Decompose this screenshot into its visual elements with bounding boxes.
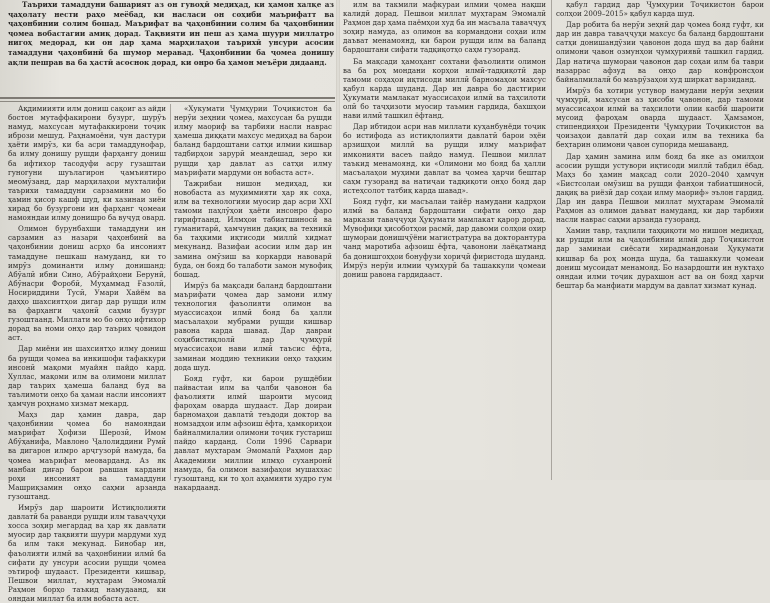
- column-divider: [170, 104, 171, 480]
- paragraph: Бояд гуфт, ки масъалаи тайёр намудани кадрҳои илмӣ ва баланд бардоштани сифати онҳо дар маркази таваҷҷуҳи Ҳукумати мамлакат қарор дорад. Мувофиқи ҳисоботҳои расмӣ, дар давоми солҳои охир шумораи донишҷӯёни магистратура ва докторантура чанд маротиба афзоиш ёфта, ҷавонони лаёқатманд ба донишгоҳҳои бонуфузи хориҷӣ фиристода шуданд. Имрӯз нерӯи илмии ҷумҳурӣ ба ташаккули ҷомеаи дониш равона гардидааст.: [343, 196, 546, 279]
- paragraph: «Хукумати Ҷумҳурии Тоҷикистон ба нерӯи зеҳнии ҷомеа, махсусан ба рушди илму маориф ва тарбияи насли наврас ҳамеша диққати махсус медиҳад ва барои баланд бардоштани сатҳи илмии кишвар тадбирҳои зарурӣ меандешад, зеро ки рушди ҳар давлат аз сатҳи илму маърифати мардуми он вобаста аст».: [174, 104, 332, 177]
- paragraph: илм ва такмили мафкураи илмии ҷомеа нақши калидӣ дорад. Пешвои миллат муҳтарам Эмомалӣ Раҳмон дар ҳама паёмҳои худ ба ин масъала таваҷҷуҳ зоҳир намуда, аз олимон ва кормандони соҳаи илм даъват менамоянд, ки барои рушди илм ва баланд бардоштани сифати тадқиқотҳо саҳм гузоранд.: [343, 0, 546, 55]
- paragraph: Ба мақсади ҳамоҳанг сохтани фаъолияти олимон ва ба роҳ мондани корҳои илмӣ-тадқиқотӣ дар тамоми соҳаҳои иқтисоди миллӣ барномаҳои махсус қабул карда шуданд. Дар ин давра бо дастгирии Ҳукумати мамлакат муассисаҳои илмӣ ва таҳсилоти олӣ бо таҷҳизоти муосир таъмин гардида, бахшҳои нави илмӣ ташкил ёфтанд.: [343, 56, 546, 121]
- column-divider: [551, 0, 552, 480]
- paragraph: Маҳз дар ҳамин давра, дар ҷаҳонбинии ҷомеа бо намояндаи маърифат Ҳофизи Шерозӣ, Имом Абӯҳанифа, Мавлоно Ҷалолиддини Румӣ ва дигарон илмро арҷгузорӣ намуда, ба ҷомеа маърифат меоварданд. Аз як манбаи диғар барои равшан кардани роҳи инсоният ва тамаддуни Машриқзамин онҳо саҳми арзанда гузоштанд.: [8, 410, 166, 501]
- paragraph: Дар ҳамин замина илм бояд ба яке аз омилҳои асосии рушди устувори иқтисоди миллӣ табдил ёбад. Маҳз бо ҳамин мақсад соли 2020–2040 ҳамчун «Бистсолаи омӯзиш ва рушди фанҳои табиатшиносӣ, дақиқ ва риёзӣ дар соҳаи илму маориф» эълон гардид. Дар ин давра Пешвои миллат муҳтарам Эмомалӣ Раҳмон аз олимон даъват намуданд, ки дар тарбияи насли наврас саҳми арзанда гузоранд.: [556, 151, 764, 225]
- lead-divider-thin: [0, 101, 335, 102]
- paragraph: Бояд гуфт, ки барои рушдёбии пайвастаи илм ва ҷалби ҷавонон ба фаъолияти илмӣ шароити мусоид фароҳам оварда шудааст. Дар доираи барномаҳои давлатӣ теъдоди доктор ва номзадҳои илм афзоиш ёфта, ҳамкориҳои байналмилалии олимони тоҷик густариш пайдо карданд. Соли 1996 Сарвари давлат муҳтарам Эмомалӣ Раҳмон дар Академияи миллии илмҳо суханронӣ намуда, ба олимон вазифаҳои мушаххас гузоштанд, ки то ҳол аҳамияти худро гум накардаанд.: [174, 373, 332, 492]
- paragraph: қабул гардид дар Ҷумҳурии Тоҷикистон барои солҳои 2009–2015» қабул карда шуд.: [556, 0, 764, 19]
- lead-divider: [0, 97, 335, 99]
- paragraph: Олимон бурунбахши тамаддуни ин сарзамин аз назари ҷаҳонбинӣ ва ҷаҳонбинии дониш асрҳо ба инсоният тамаддуне пешкаш намуданд, ки то имрӯз доминанти илму донишанд: Абӯалӣ ибни Сино, Абӯрайҳони Берунӣ, Абӯнасри Форобӣ, Муҳаммад Ғазолӣ, Носириддини Тусӣ, Умари Хайём ва даҳҳо шахсиятҳои дигар дар рушди илм ва фарҳанги ҷаҳонӣ саҳми бузург гузоштаанд. Миллати мо бо онҳо ифтихор дорад ва номи онҳо дар таърих ҷовидон аст.: [8, 224, 166, 343]
- lead-paragraph: [8, 0, 334, 96]
- paragraph: Имрӯз ба мақсади баланд бардоштани маърифати ҷомеа дар замони илму технология фаъолияти олимон ва муассисаҳои илмӣ бояд ба ҳалли масъалаҳои мубрами рушди кишвар равона карда шавад. Дар давраи соҳибистиқлолӣ дар ҷумҳурӣ муассисаҳои нави илмӣ таъсис ёфта, заминаи моддию техникии онҳо таҳким дода шуд.: [174, 280, 332, 372]
- paragraph: Имрӯз дар шароити Истиқлолияти давлатӣ ба раванди рушди илм таваҷҷуҳи хосса зоҳир мегардад ва ҳар як давлати муосир дар тақвияти шуури мардуми худ ба илм такя мекунад. Бинобар ин, фаъолияти илмӣ ва ҷаҳонбинии илмӣ ба сифати ду унсури асосии рушди ҷомеа эътироф шудааст. Президенти кишвар, Пешвои миллат, муҳтарам Эмомалӣ Раҳмон борҳо таъкид намудаанд, ки ояндаи миллат ба илм вобаста аст.: [8, 503, 166, 603]
- article-column-2: [174, 104, 332, 492]
- paragraph: Ақдимиияти илм дониш сақоиг аз айди бостон мутаффакирони бузург, шурӯъ намуд, махсусан мутафаккирони тоҷик ибрози мешуд. Раҳнамоёни, чун дастури ҳаёти имрӯз, ки ба асри тамаддунофар, ба илму донишу рушди фарҳангу дониш ба ифтихор тасодуфи асру гузаштаи гуногуни шуълагирон ҷамъиятиро меомӯзанд, дар марҳилаҳои мухталифи таърихи тамаддуни сарзамини мо бо ҳамин ҳисор кашф шуд, ки хазинаи зиёи хирад бо бузургони ин фарҳанг ҷомеаи намояндаи илму донишро ба вуҷуд овард.: [8, 104, 166, 223]
- paragraph: Имрӯз ба хотири устувор намудани нерӯи зеҳнии ҷумҳурӣ, махсусан аз ҳисоби ҷавонон, дар тамоми муассисаҳои илмӣ ва таҳсилоти олии касбӣ шароити мусоид фароҳам оварда шудааст. Ҳамзамон, стипендияҳои Президенти Ҷумҳурии Тоҷикистон ва ҷоизаҳои давлатӣ дар соҳаи илм ва техника ба беҳтарин олимони ҷавон супорида мешаванд.: [556, 85, 764, 150]
- article-column-4: [556, 0, 764, 480]
- paragraph: Дар робита ба нерӯи зеҳнӣ дар ҷомеа бояд гуфт, ки дар ин давра таваҷҷуҳи махсус ба баланд бардоштани сатҳи донишандӯзии ҷавонон дода шуд ва дар байни олимони ҷавон озмунҳои ҷумҳуриявӣ ташкил гардид. Дар натиҷа шумораи ҷавонон дар соҳаи илм ба таври назаррас афзуд ва онҳо дар конфронсҳои байналмилалӣ бо маърӯзаҳои худ ширкат варзиданд.: [556, 20, 764, 84]
- paragraph: Тажрибаи нишон медиҳад, ки новобаста аз муҳиммияти ҳар як соҳа, илм ва технологияи муосир дар асри XXI тамоми паҳлӯҳои ҳаёти инсонро фаро гирифтаанд. Илмҳои табиатшиносӣ ва гуманитарӣ, ҳамчунин дақиқ ва техникӣ ба таҳкими иқтисоди миллӣ хидмат мекунанд. Вазифаи асосии илм дар ин замина омӯзиш ва коркарди навоварӣ буда, он бояд бо талаботи замон мувофиқ бошад.: [174, 178, 332, 279]
- paragraph: Дар ибтидои асри нав миллати куҳанбунёди тоҷик бо истифода аз истиқлолияти давлатӣ барои эҳёи арзишҳои миллӣ ва рушди илму маърифат имконияти васеъ пайдо намуд. Пешвои миллат таъкид менамоянд, ки «Олимони мо бояд ба ҳалли масъалаҳои муҳими давлат ва ҷомеа ҳарчи бештар саҳм гузоранд ва натиҷаи тадқиқоти онҳо бояд дар истеҳсолот татбиқ карда шавад».: [343, 122, 546, 195]
- paragraph: Хамин тавр, таҳлили таҳқиқоти мо нишон медиҳад, ки рушди илм ва ҷаҳонбинии илмӣ дар Тоҷикистон дар заминаи сиёсати хирадмандонаи Ҳукумати кишвар ба роҳ монда шуда, ба ташаккули ҷомеаи дониш мусоидат менамояд. Бо назардошти ин нуктаҳо ояндаи илми тоҷик дурахшон аст ва он бояд ҳарчи бештар ба манфиати мардум ва давлат хизмат кунад.: [556, 226, 764, 290]
- article-column-1: [8, 104, 166, 603]
- lead-text: Таърихи тамаддуни башарият аз он гувоҳӣ медиҳад, ки ҳамон халқе аз ҷаҳолату нести раҳо меёбад, ки насласи он соҳиби маърифатт ва ҷаҳонбинии солим бошад. Маърифат ва ҷаҳонбинии солим ба ҷаҳонбинии ҷомеа вобастагии амиқ дорад. Тақвияти ин пеш аз ҳама шуури миллатро нигоҳ медорад, ки он дар ҳама марҳилаҳои таърихӣ унсури асосии тамаддуни ҷаҳонбинӣ ба шумор меравад. Ҷаҳонбинии ба ҷомеа донишу ақли пешрав ва ба ҳастӣ асоснок дорад, ки онро ба ҳамон меъёри дидаанд.: [8, 0, 334, 67]
- paragraph: Дар миёни ин шахсиятҳо илму дониш ба рушди ҷомеа ва инкишофи тафаккури инсонӣ мақоми муайян пайдо кард. Хуллас, мақоми илм ва олимони миллат дар таърих ҳамеша баланд буд ва таълимоти онҳо ба ҳамаи насли инсоният ҳамчун роҳнамо хизмат мекард.: [8, 344, 166, 408]
- page-fold: [336, 0, 340, 480]
- article-column-3: [343, 0, 546, 480]
